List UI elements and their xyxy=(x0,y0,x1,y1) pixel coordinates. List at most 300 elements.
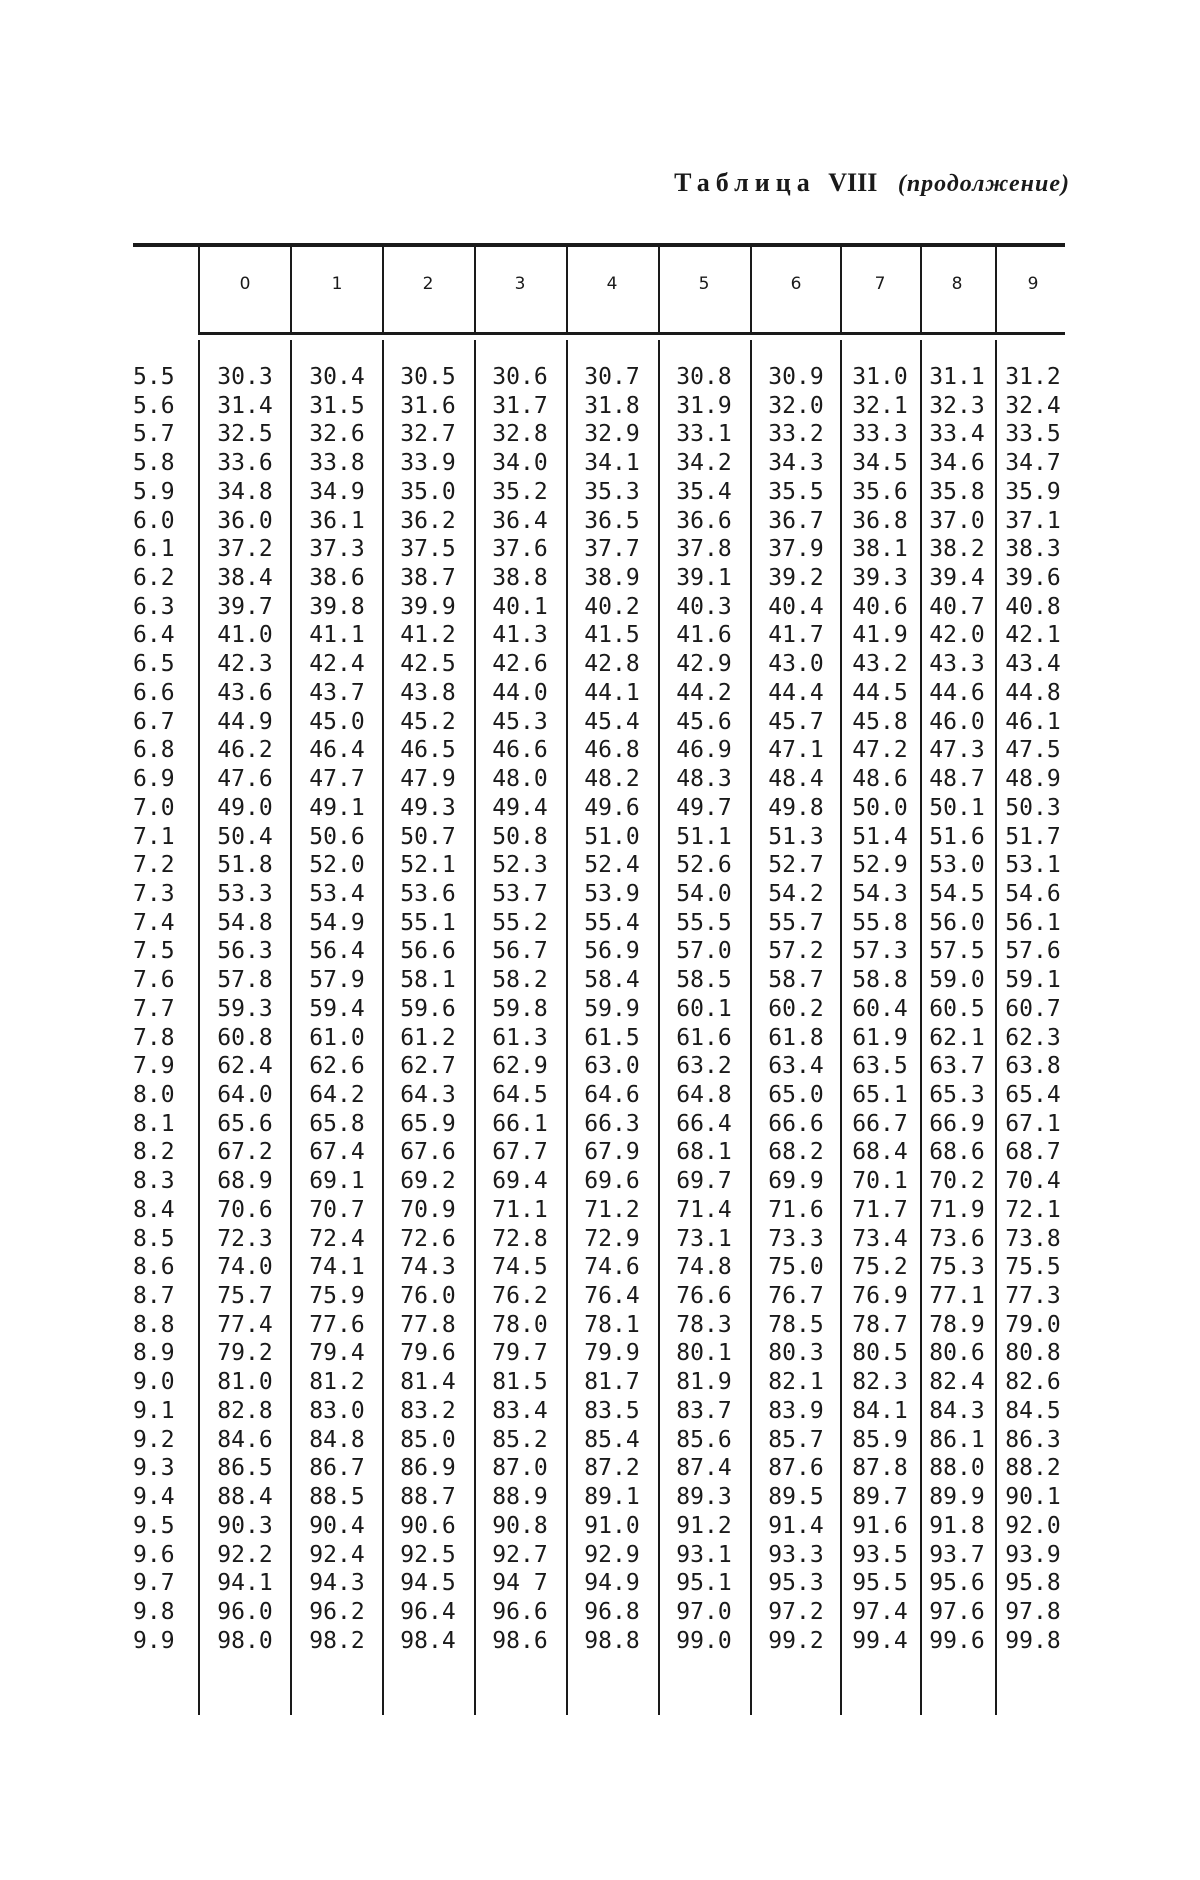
table-cell: 73.6 xyxy=(929,1225,985,1252)
table-cell: 57.2 xyxy=(768,938,824,965)
table-cell: 33.1 xyxy=(676,421,732,448)
table-cell: 30.4 xyxy=(309,364,365,390)
table-cell: 57.3 xyxy=(852,938,908,965)
table-cell: 77.1 xyxy=(929,1283,985,1310)
column-divider-head xyxy=(658,247,660,334)
table-cell: 75.3 xyxy=(929,1254,985,1281)
row-label: 8.6 xyxy=(133,1254,175,1281)
table-cell: 62.1 xyxy=(929,1024,985,1051)
table-cell: 78.0 xyxy=(492,1311,548,1338)
table-cell: 92.5 xyxy=(400,1541,456,1568)
row-label: 9.5 xyxy=(133,1512,175,1539)
table-cell: 39.4 xyxy=(929,565,985,592)
table-cell: 44.1 xyxy=(584,679,640,706)
table-cell: 43.0 xyxy=(768,651,824,678)
table-cell: 34.9 xyxy=(309,478,365,505)
table-cell: 40.7 xyxy=(929,593,985,620)
column-header: 7 xyxy=(874,274,886,294)
table-cell: 86.3 xyxy=(1005,1426,1061,1453)
table-cell: 37.7 xyxy=(584,536,640,563)
row-label: 7.8 xyxy=(133,1024,175,1051)
table-cell: 90.1 xyxy=(1005,1484,1061,1511)
table-cell: 72.6 xyxy=(400,1225,456,1252)
table-cell: 71.6 xyxy=(768,1196,824,1223)
caption-note: (продолжение) xyxy=(897,171,1070,197)
table-cell: 92.9 xyxy=(584,1541,640,1568)
table-cell: 51.4 xyxy=(852,823,908,850)
table-cell: 65.4 xyxy=(1005,1082,1061,1108)
table-cell: 35.4 xyxy=(676,478,732,505)
table-cell: 79.7 xyxy=(492,1340,548,1367)
table-cell: 65.0 xyxy=(768,1082,824,1108)
table-cell: 67.2 xyxy=(217,1139,273,1166)
table-cell: 85.6 xyxy=(676,1426,732,1453)
table-cell: 82.1 xyxy=(768,1369,824,1396)
table-cell: 84.5 xyxy=(1005,1397,1061,1424)
row-label: 9.4 xyxy=(133,1484,175,1511)
table-cell: 33.9 xyxy=(400,450,456,477)
table-cell: 66.1 xyxy=(492,1110,548,1137)
table-cell: 61.9 xyxy=(852,1024,908,1051)
table-cell: 62.4 xyxy=(217,1053,273,1080)
table-cell: 53.4 xyxy=(309,880,365,907)
table-cell: 46.8 xyxy=(584,737,640,764)
table-cell: 58.7 xyxy=(768,967,824,994)
table-cell: 33.8 xyxy=(309,450,365,477)
table-cell: 53.6 xyxy=(400,880,456,907)
table-cell: 30.3 xyxy=(217,364,273,390)
table-cell: 32.1 xyxy=(852,392,908,419)
table-cell: 87.8 xyxy=(852,1455,908,1482)
table-cell: 98.6 xyxy=(492,1627,548,1654)
table-cell: 84.8 xyxy=(309,1426,365,1453)
table-cell: 90.4 xyxy=(309,1512,365,1539)
row-label: 7.0 xyxy=(133,794,175,821)
row-label: 9.3 xyxy=(133,1455,175,1482)
table-cell: 31.7 xyxy=(492,392,548,419)
table-cell: 31.6 xyxy=(400,392,456,419)
table-cell: 58.1 xyxy=(400,967,456,994)
table-cell: 89.3 xyxy=(676,1484,732,1511)
table-cell: 63.2 xyxy=(676,1053,732,1080)
table-cell: 32.8 xyxy=(492,421,548,448)
table-cell: 67.7 xyxy=(492,1139,548,1166)
table-cell: 86.9 xyxy=(400,1455,456,1482)
column-divider-body xyxy=(750,340,752,1715)
table-cell: 71.9 xyxy=(929,1196,985,1223)
table-cell: 35.6 xyxy=(852,478,908,505)
table-cell: 40.4 xyxy=(768,593,824,620)
column-header: 2 xyxy=(422,274,434,294)
table-cell: 93.7 xyxy=(929,1541,985,1568)
row-label: 9.9 xyxy=(133,1627,175,1654)
table-cell: 52.9 xyxy=(852,852,908,879)
table-cell: 35.0 xyxy=(400,478,456,505)
row-label: 6.3 xyxy=(133,593,175,620)
table-cell: 55.5 xyxy=(676,909,732,936)
table-cell: 92.2 xyxy=(217,1541,273,1568)
table-cell: 64.3 xyxy=(400,1082,456,1108)
table-cell: 72.3 xyxy=(217,1225,273,1252)
table-cell: 62.7 xyxy=(400,1053,456,1080)
table-cell: 54.8 xyxy=(217,909,273,936)
table-cell: 78.3 xyxy=(676,1311,732,1338)
column-divider-head xyxy=(995,247,997,334)
table-cell: 45.2 xyxy=(400,708,456,735)
table-cell: 82.4 xyxy=(929,1369,985,1396)
table-cell: 46.1 xyxy=(1005,708,1061,735)
table-cell: 44.2 xyxy=(676,679,732,706)
table-cell: 56.4 xyxy=(309,938,365,965)
table-cell: 83.9 xyxy=(768,1397,824,1424)
table-cell: 90.6 xyxy=(400,1512,456,1539)
table-cell: 36.5 xyxy=(584,507,640,534)
table-cell: 80.8 xyxy=(1005,1340,1061,1367)
table-cell: 50.1 xyxy=(929,794,985,821)
table-cell: 35.3 xyxy=(584,478,640,505)
table-cell: 98.2 xyxy=(309,1627,365,1654)
table-cell: 86.1 xyxy=(929,1426,985,1453)
table-cell: 38.8 xyxy=(492,565,548,592)
table-cell: 87.0 xyxy=(492,1455,548,1482)
table-cell: 81.7 xyxy=(584,1369,640,1396)
table-cell: 41.6 xyxy=(676,622,732,649)
table-cell: 83.7 xyxy=(676,1397,732,1424)
row-label: 8.9 xyxy=(133,1340,175,1367)
table-cell: 71.1 xyxy=(492,1196,548,1223)
table-cell: 54.2 xyxy=(768,880,824,907)
table-cell: 43.7 xyxy=(309,679,365,706)
table-cell: 46.2 xyxy=(217,737,273,764)
table-cell: 66.3 xyxy=(584,1110,640,1137)
table-cell: 59.8 xyxy=(492,995,548,1022)
table-cell: 39.3 xyxy=(852,565,908,592)
table-cell: 68.1 xyxy=(676,1139,732,1166)
table-cell: 53.0 xyxy=(929,852,985,879)
table-cell: 97.4 xyxy=(852,1598,908,1625)
table-cell: 69.4 xyxy=(492,1168,548,1195)
table-cell: 31.1 xyxy=(929,364,985,390)
table-cell: 92.7 xyxy=(492,1541,548,1568)
row-label: 5.6 xyxy=(133,392,175,419)
row-label: 9.2 xyxy=(133,1426,175,1453)
table-cell: 49.1 xyxy=(309,794,365,821)
table-cell: 41.5 xyxy=(584,622,640,649)
table-cell: 51.3 xyxy=(768,823,824,850)
table-cell: 41.7 xyxy=(768,622,824,649)
row-label: 6.5 xyxy=(133,651,175,678)
table-cell: 56.3 xyxy=(217,938,273,965)
table-cell: 59.9 xyxy=(584,995,640,1022)
table-cell: 34.0 xyxy=(492,450,548,477)
table-cell: 60.5 xyxy=(929,995,985,1022)
table-cell: 60.1 xyxy=(676,995,732,1022)
table-cell: 50.3 xyxy=(1005,794,1061,821)
row-label: 7.9 xyxy=(133,1053,175,1080)
table-cell: 97.0 xyxy=(676,1598,732,1625)
column-divider-head xyxy=(566,247,568,334)
table-cell: 37.1 xyxy=(1005,507,1061,534)
table-cell: 70.7 xyxy=(309,1196,365,1223)
table-cell: 74.3 xyxy=(400,1254,456,1281)
table-cell: 97.6 xyxy=(929,1598,985,1625)
table-cell: 38.3 xyxy=(1005,536,1061,563)
table-top-rule xyxy=(133,243,1065,247)
table-cell: 73.8 xyxy=(1005,1225,1061,1252)
table-cell: 44.6 xyxy=(929,679,985,706)
table-cell: 65.6 xyxy=(217,1110,273,1137)
table-cell: 43.8 xyxy=(400,679,456,706)
table-cell: 91.6 xyxy=(852,1512,908,1539)
table-cell: 41.0 xyxy=(217,622,273,649)
table-cell: 79.0 xyxy=(1005,1311,1061,1338)
table-cell: 70.2 xyxy=(929,1168,985,1195)
table-cell: 35.2 xyxy=(492,478,548,505)
table-cell: 79.2 xyxy=(217,1340,273,1367)
table-cell: 96.8 xyxy=(584,1598,640,1625)
table-cell: 93.3 xyxy=(768,1541,824,1568)
table-cell: 31.2 xyxy=(1005,364,1061,390)
column-divider-body xyxy=(382,340,384,1715)
table-cell: 55.4 xyxy=(584,909,640,936)
table-cell: 81.2 xyxy=(309,1369,365,1396)
table-cell: 61.3 xyxy=(492,1024,548,1051)
column-divider-head xyxy=(198,247,200,334)
table-cell: 42.4 xyxy=(309,651,365,678)
table-cell: 52.6 xyxy=(676,852,732,879)
table-cell: 32.9 xyxy=(584,421,640,448)
table-cell: 72.4 xyxy=(309,1225,365,1252)
table-cell: 38.9 xyxy=(584,565,640,592)
table-cell: 51.0 xyxy=(584,823,640,850)
table-cell: 63.8 xyxy=(1005,1053,1061,1080)
table-cell: 59.1 xyxy=(1005,967,1061,994)
table-cell: 82.8 xyxy=(217,1397,273,1424)
table-cell: 34.1 xyxy=(584,450,640,477)
table-cell: 49.8 xyxy=(768,794,824,821)
row-label: 9.7 xyxy=(133,1570,175,1597)
table-cell: 35.8 xyxy=(929,478,985,505)
table-cell: 59.6 xyxy=(400,995,456,1022)
table-cell: 73.4 xyxy=(852,1225,908,1252)
table-cell: 58.5 xyxy=(676,967,732,994)
row-label: 6.1 xyxy=(133,536,175,563)
table-cell: 30.6 xyxy=(492,364,548,390)
table-cell: 69.2 xyxy=(400,1168,456,1195)
table-cell: 34.8 xyxy=(217,478,273,505)
table-cell: 56.0 xyxy=(929,909,985,936)
table-cell: 76.0 xyxy=(400,1283,456,1310)
table-cell: 61.8 xyxy=(768,1024,824,1051)
row-label: 8.1 xyxy=(133,1110,175,1137)
table-cell: 63.4 xyxy=(768,1053,824,1080)
table-cell: 93.1 xyxy=(676,1541,732,1568)
table-cell: 50.6 xyxy=(309,823,365,850)
table-cell: 85.0 xyxy=(400,1426,456,1453)
table-cell: 91.4 xyxy=(768,1512,824,1539)
table-cell: 64.5 xyxy=(492,1082,548,1108)
row-label: 5.5 xyxy=(133,364,175,390)
table-cell: 69.6 xyxy=(584,1168,640,1195)
table-cell: 56.7 xyxy=(492,938,548,965)
table-cell: 67.1 xyxy=(1005,1110,1061,1137)
table-cell: 88.4 xyxy=(217,1484,273,1511)
table-cell: 33.5 xyxy=(1005,421,1061,448)
table-cell: 67.9 xyxy=(584,1139,640,1166)
table-cell: 90.8 xyxy=(492,1512,548,1539)
table-cell: 69.7 xyxy=(676,1168,732,1195)
table-cell: 78.7 xyxy=(852,1311,908,1338)
table-cell: 66.6 xyxy=(768,1110,824,1137)
table-cell: 91.8 xyxy=(929,1512,985,1539)
table-cell: 55.2 xyxy=(492,909,548,936)
table-cell: 51.6 xyxy=(929,823,985,850)
table-cell: 33.4 xyxy=(929,421,985,448)
table-cell: 82.6 xyxy=(1005,1369,1061,1396)
table-cell: 38.2 xyxy=(929,536,985,563)
table-cell: 32.3 xyxy=(929,392,985,419)
table-cell: 60.7 xyxy=(1005,995,1061,1022)
table-cell: 69.1 xyxy=(309,1168,365,1195)
table-cell: 39.7 xyxy=(217,593,273,620)
table-caption xyxy=(674,168,1070,198)
table-cell: 41.3 xyxy=(492,622,548,649)
table-cell: 74.6 xyxy=(584,1254,640,1281)
table-cell: 43.2 xyxy=(852,651,908,678)
column-divider-body xyxy=(566,340,568,1715)
table-cell: 39.9 xyxy=(400,593,456,620)
table-cell: 59.0 xyxy=(929,967,985,994)
table-cell: 64.8 xyxy=(676,1082,732,1108)
table-cell: 94.9 xyxy=(584,1570,640,1597)
table-cell: 39.1 xyxy=(676,565,732,592)
table-cell: 94.3 xyxy=(309,1570,365,1597)
table-cell: 88.7 xyxy=(400,1484,456,1511)
table-cell: 36.8 xyxy=(852,507,908,534)
table-cell: 37.8 xyxy=(676,536,732,563)
table-cell: 99.6 xyxy=(929,1627,985,1654)
table-cell: 88.2 xyxy=(1005,1455,1061,1482)
table-cell: 49.6 xyxy=(584,794,640,821)
table-cell: 95.6 xyxy=(929,1570,985,1597)
table-cell: 51.8 xyxy=(217,852,273,879)
table-cell: 58.8 xyxy=(852,967,908,994)
table-cell: 65.1 xyxy=(852,1082,908,1108)
table-cell: 52.0 xyxy=(309,852,365,879)
column-divider-body xyxy=(290,340,292,1715)
table-cell: 44.4 xyxy=(768,679,824,706)
table-cell: 76.6 xyxy=(676,1283,732,1310)
table-cell: 53.9 xyxy=(584,880,640,907)
table-cell: 54.6 xyxy=(1005,880,1061,907)
table-cell: 36.1 xyxy=(309,507,365,534)
row-label: 8.7 xyxy=(133,1283,175,1310)
table-cell: 89.5 xyxy=(768,1484,824,1511)
table-cell: 40.2 xyxy=(584,593,640,620)
table-cell: 89.1 xyxy=(584,1484,640,1511)
table-cell: 46.5 xyxy=(400,737,456,764)
table-cell: 48.4 xyxy=(768,766,824,793)
table-cell: 42.1 xyxy=(1005,622,1061,649)
table-cell: 45.0 xyxy=(309,708,365,735)
table-cell: 45.4 xyxy=(584,708,640,735)
table-cell: 73.3 xyxy=(768,1225,824,1252)
table-cell: 34.3 xyxy=(768,450,824,477)
table-cell: 54.5 xyxy=(929,880,985,907)
table-cell: 98.4 xyxy=(400,1627,456,1654)
table-cell: 41.2 xyxy=(400,622,456,649)
table-cell: 42.9 xyxy=(676,651,732,678)
table-cell: 40.1 xyxy=(492,593,548,620)
table-cell: 45.6 xyxy=(676,708,732,735)
table-cell: 47.6 xyxy=(217,766,273,793)
table-cell: 44.5 xyxy=(852,679,908,706)
column-header: 0 xyxy=(239,274,251,294)
table-cell: 92.0 xyxy=(1005,1512,1061,1539)
table-cell: 44.8 xyxy=(1005,679,1061,706)
table-cell: 66.7 xyxy=(852,1110,908,1137)
table-cell: 44.9 xyxy=(217,708,273,735)
table-cell: 34.2 xyxy=(676,450,732,477)
table-cell: 91.0 xyxy=(584,1512,640,1539)
table-cell: 54.9 xyxy=(309,909,365,936)
table-cell: 57.9 xyxy=(309,967,365,994)
table-cell: 38.1 xyxy=(852,536,908,563)
row-label: 9.6 xyxy=(133,1541,175,1568)
table-cell: 98.8 xyxy=(584,1627,640,1654)
table-cell: 43.4 xyxy=(1005,651,1061,678)
table-cell: 83.2 xyxy=(400,1397,456,1424)
table-cell: 79.6 xyxy=(400,1340,456,1367)
table-cell: 47.5 xyxy=(1005,737,1061,764)
row-label: 6.0 xyxy=(133,507,175,534)
table-cell: 48.2 xyxy=(584,766,640,793)
table-cell: 70.9 xyxy=(400,1196,456,1223)
table-cell: 42.8 xyxy=(584,651,640,678)
table-cell: 66.4 xyxy=(676,1110,732,1137)
row-label: 8.5 xyxy=(133,1225,175,1252)
table-cell: 34.5 xyxy=(852,450,908,477)
table-cell: 58.4 xyxy=(584,967,640,994)
table-cell: 32.6 xyxy=(309,421,365,448)
table-cell: 65.3 xyxy=(929,1082,985,1108)
column-divider-body xyxy=(474,340,476,1715)
table-cell: 71.7 xyxy=(852,1196,908,1223)
table-cell: 89.9 xyxy=(929,1484,985,1511)
table-cell: 54.3 xyxy=(852,880,908,907)
table-cell: 43.6 xyxy=(217,679,273,706)
table-cell: 30.7 xyxy=(584,364,640,390)
table-cell: 36.2 xyxy=(400,507,456,534)
table-cell: 94.5 xyxy=(400,1570,456,1597)
table-cell: 36.6 xyxy=(676,507,732,534)
table-cell: 99.2 xyxy=(768,1627,824,1654)
table-cell: 48.7 xyxy=(929,766,985,793)
table-cell: 61.2 xyxy=(400,1024,456,1051)
table-cell: 96.0 xyxy=(217,1598,273,1625)
table-cell: 37.5 xyxy=(400,536,456,563)
column-header: 3 xyxy=(514,274,526,294)
table-cell: 66.9 xyxy=(929,1110,985,1137)
column-divider-body xyxy=(658,340,660,1715)
table-cell: 42.5 xyxy=(400,651,456,678)
table-cell: 31.5 xyxy=(309,392,365,419)
table-cell: 63.7 xyxy=(929,1053,985,1080)
table-cell: 82.3 xyxy=(852,1369,908,1396)
table-cell: 85.4 xyxy=(584,1426,640,1453)
table-cell: 34.6 xyxy=(929,450,985,477)
table-cell: 72.1 xyxy=(1005,1196,1061,1223)
